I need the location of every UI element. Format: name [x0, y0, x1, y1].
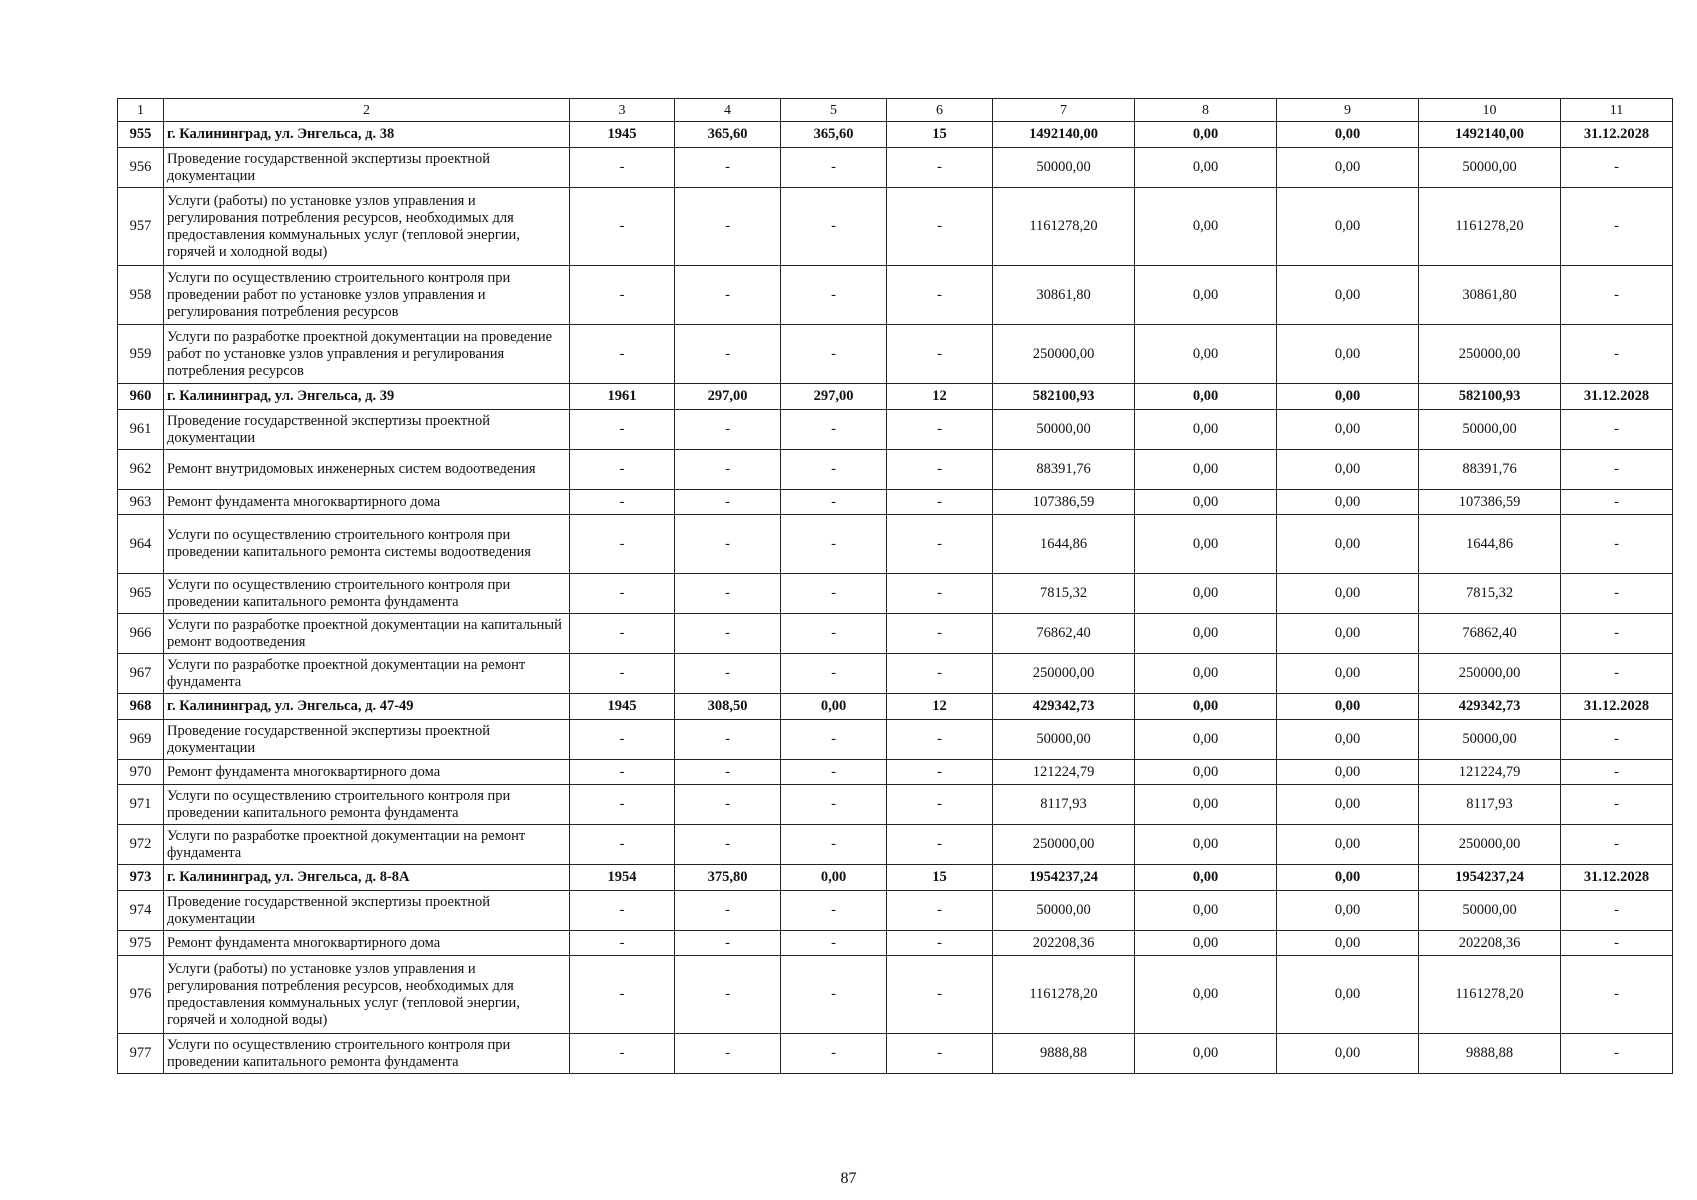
work-description: Услуги по осуществлению строительного контроля при проведении капитального ремонта фундамента [164, 574, 570, 614]
year-built: - [570, 266, 675, 325]
year-built: - [570, 325, 675, 384]
total-area: - [675, 785, 781, 825]
year-built: 1945 [570, 694, 675, 720]
owners-cost: 1161278,20 [1419, 956, 1561, 1034]
row-number: 966 [118, 614, 164, 654]
living-area: - [781, 891, 887, 931]
region-cost: 0,00 [1277, 760, 1419, 785]
total-cost: 1954237,24 [993, 865, 1135, 891]
work-description: Проведение государственной экспертизы проектной документации [164, 410, 570, 450]
fund-cost: 0,00 [1135, 931, 1277, 956]
work-description: Ремонт фундамента многоквартирного дома [164, 931, 570, 956]
living-area: - [781, 760, 887, 785]
total-area: - [675, 760, 781, 785]
total-area: - [675, 450, 781, 490]
owners-cost: 202208,36 [1419, 931, 1561, 956]
total-area: - [675, 654, 781, 694]
total-area: - [675, 1034, 781, 1074]
total-cost: 250000,00 [993, 825, 1135, 865]
deadline: 31.12.2028 [1561, 122, 1673, 148]
region-cost: 0,00 [1277, 515, 1419, 574]
row-number: 968 [118, 694, 164, 720]
work-description: Услуги по осуществлению строительного контроля при проведении капитального ремонта фундамента [164, 785, 570, 825]
year-built: 1945 [570, 122, 675, 148]
deadline: - [1561, 720, 1673, 760]
work-description: Проведение государственной экспертизы проектной документации [164, 720, 570, 760]
region-cost: 0,00 [1277, 956, 1419, 1034]
apartments-count: - [887, 325, 993, 384]
total-area: - [675, 266, 781, 325]
region-cost: 0,00 [1277, 325, 1419, 384]
work-description: Услуги (работы) по установке узлов управления и регулирования потребления ресурсов, необходимых для предоставления коммунальных услуг (тепловой энергии, горячей и холодной воды) [164, 956, 570, 1034]
deadline: - [1561, 266, 1673, 325]
total-area: - [675, 490, 781, 515]
total-cost: 50000,00 [993, 720, 1135, 760]
region-cost: 0,00 [1277, 122, 1419, 148]
owners-cost: 1644,86 [1419, 515, 1561, 574]
address-row [118, 384, 1673, 410]
apartments-count: - [887, 785, 993, 825]
work-row [118, 720, 1673, 760]
total-cost: 121224,79 [993, 760, 1135, 785]
owners-cost: 429342,73 [1419, 694, 1561, 720]
apartments-count: - [887, 188, 993, 266]
year-built: - [570, 891, 675, 931]
region-cost: 0,00 [1277, 410, 1419, 450]
deadline: - [1561, 614, 1673, 654]
fund-cost: 0,00 [1135, 450, 1277, 490]
deadline: - [1561, 825, 1673, 865]
fund-cost: 0,00 [1135, 891, 1277, 931]
apartments-count: - [887, 720, 993, 760]
owners-cost: 1161278,20 [1419, 188, 1561, 266]
owners-cost: 250000,00 [1419, 825, 1561, 865]
total-area: 375,80 [675, 865, 781, 891]
year-built: - [570, 574, 675, 614]
work-description: Ремонт внутридомовых инженерных систем водоотведения [164, 450, 570, 490]
total-cost: 76862,40 [993, 614, 1135, 654]
work-row [118, 654, 1673, 694]
total-area: 297,00 [675, 384, 781, 410]
fund-cost: 0,00 [1135, 410, 1277, 450]
living-area: 0,00 [781, 865, 887, 891]
work-description: Проведение государственной экспертизы проектной документации [164, 891, 570, 931]
year-built: - [570, 515, 675, 574]
work-description: Услуги (работы) по установке узлов управления и регулирования потребления ресурсов, необходимых для предоставления коммунальных услуг (тепловой энергии, горячей и холодной воды) [164, 188, 570, 266]
row-number: 963 [118, 490, 164, 515]
living-area: - [781, 956, 887, 1034]
fund-cost: 0,00 [1135, 614, 1277, 654]
deadline: - [1561, 490, 1673, 515]
owners-cost: 50000,00 [1419, 720, 1561, 760]
total-area: - [675, 325, 781, 384]
apartments-count: 12 [887, 694, 993, 720]
row-number: 971 [118, 785, 164, 825]
living-area: 297,00 [781, 384, 887, 410]
row-number: 961 [118, 410, 164, 450]
work-description: Услуги по разработке проектной документации на проведение работ по установке узлов управления и регулирования потребления ресурсов [164, 325, 570, 384]
region-cost: 0,00 [1277, 614, 1419, 654]
work-row [118, 188, 1673, 266]
deadline: - [1561, 956, 1673, 1034]
fund-cost: 0,00 [1135, 760, 1277, 785]
work-description: Услуги по осуществлению строительного контроля при проведении работ по установке узлов управления и регулирования потребления ресурсов [164, 266, 570, 325]
total-cost: 7815,32 [993, 574, 1135, 614]
total-area: - [675, 956, 781, 1034]
year-built: - [570, 720, 675, 760]
living-area: 0,00 [781, 694, 887, 720]
region-cost: 0,00 [1277, 825, 1419, 865]
year-built: - [570, 956, 675, 1034]
row-number: 955 [118, 122, 164, 148]
work-description: Проведение государственной экспертизы проектной документации [164, 148, 570, 188]
apartments-count: - [887, 931, 993, 956]
region-cost: 0,00 [1277, 266, 1419, 325]
total-cost: 1161278,20 [993, 956, 1135, 1034]
row-number: 962 [118, 450, 164, 490]
deadline: - [1561, 1034, 1673, 1074]
total-cost: 50000,00 [993, 148, 1135, 188]
living-area: - [781, 515, 887, 574]
total-cost: 107386,59 [993, 490, 1135, 515]
budget-table [117, 98, 1673, 1074]
living-area: - [781, 654, 887, 694]
column-number-row [118, 99, 1673, 122]
region-cost: 0,00 [1277, 720, 1419, 760]
total-area: - [675, 614, 781, 654]
owners-cost: 30861,80 [1419, 266, 1561, 325]
work-description: Услуги по осуществлению строительного контроля при проведении капитального ремонта фундамента [164, 1034, 570, 1074]
owners-cost: 9888,88 [1419, 1034, 1561, 1074]
living-area: - [781, 825, 887, 865]
total-area: - [675, 931, 781, 956]
total-cost: 50000,00 [993, 410, 1135, 450]
total-cost: 9888,88 [993, 1034, 1135, 1074]
year-built: - [570, 450, 675, 490]
owners-cost: 250000,00 [1419, 325, 1561, 384]
page-number: 87 [840, 1170, 857, 1187]
living-area: - [781, 574, 887, 614]
apartments-count: - [887, 410, 993, 450]
apartments-count: 15 [887, 122, 993, 148]
apartments-count: - [887, 450, 993, 490]
region-cost: 0,00 [1277, 654, 1419, 694]
total-cost: 250000,00 [993, 654, 1135, 694]
year-built: - [570, 785, 675, 825]
row-number: 970 [118, 760, 164, 785]
column-number: 8 [1135, 99, 1277, 122]
deadline: - [1561, 515, 1673, 574]
deadline: - [1561, 450, 1673, 490]
fund-cost: 0,00 [1135, 122, 1277, 148]
column-number: 5 [781, 99, 887, 122]
column-number: 11 [1561, 99, 1673, 122]
fund-cost: 0,00 [1135, 865, 1277, 891]
column-number: 7 [993, 99, 1135, 122]
year-built: - [570, 760, 675, 785]
work-description: Услуги по разработке проектной документации на ремонт фундамента [164, 654, 570, 694]
living-area: - [781, 785, 887, 825]
apartments-count: 15 [887, 865, 993, 891]
row-number: 965 [118, 574, 164, 614]
work-row [118, 1034, 1673, 1074]
total-area: - [675, 720, 781, 760]
deadline: - [1561, 148, 1673, 188]
owners-cost: 1492140,00 [1419, 122, 1561, 148]
address-row [118, 865, 1673, 891]
deadline: 31.12.2028 [1561, 865, 1673, 891]
living-area: - [781, 931, 887, 956]
total-cost: 8117,93 [993, 785, 1135, 825]
fund-cost: 0,00 [1135, 785, 1277, 825]
living-area: - [781, 450, 887, 490]
living-area: - [781, 148, 887, 188]
owners-cost: 7815,32 [1419, 574, 1561, 614]
fund-cost: 0,00 [1135, 325, 1277, 384]
living-area: 365,60 [781, 122, 887, 148]
work-row [118, 891, 1673, 931]
total-area: - [675, 515, 781, 574]
deadline: 31.12.2028 [1561, 384, 1673, 410]
column-number: 2 [164, 99, 570, 122]
total-area: 365,60 [675, 122, 781, 148]
total-area: - [675, 574, 781, 614]
owners-cost: 582100,93 [1419, 384, 1561, 410]
row-number: 977 [118, 1034, 164, 1074]
living-area: - [781, 614, 887, 654]
owners-cost: 76862,40 [1419, 614, 1561, 654]
fund-cost: 0,00 [1135, 266, 1277, 325]
total-area: - [675, 148, 781, 188]
column-number: 4 [675, 99, 781, 122]
row-number: 960 [118, 384, 164, 410]
total-cost: 1161278,20 [993, 188, 1135, 266]
total-area: - [675, 410, 781, 450]
total-area: - [675, 188, 781, 266]
total-cost: 50000,00 [993, 891, 1135, 931]
region-cost: 0,00 [1277, 865, 1419, 891]
region-cost: 0,00 [1277, 148, 1419, 188]
region-cost: 0,00 [1277, 574, 1419, 614]
work-row [118, 785, 1673, 825]
fund-cost: 0,00 [1135, 574, 1277, 614]
total-area: - [675, 891, 781, 931]
owners-cost: 88391,76 [1419, 450, 1561, 490]
owners-cost: 107386,59 [1419, 490, 1561, 515]
year-built: - [570, 1034, 675, 1074]
region-cost: 0,00 [1277, 490, 1419, 515]
year-built: - [570, 188, 675, 266]
deadline: - [1561, 654, 1673, 694]
work-description: г. Калининград, ул. Энгельса, д. 47-49 [164, 694, 570, 720]
deadline: - [1561, 760, 1673, 785]
owners-cost: 50000,00 [1419, 891, 1561, 931]
work-description: г. Калининград, ул. Энгельса, д. 39 [164, 384, 570, 410]
region-cost: 0,00 [1277, 450, 1419, 490]
row-number: 967 [118, 654, 164, 694]
deadline: - [1561, 325, 1673, 384]
work-row [118, 956, 1673, 1034]
region-cost: 0,00 [1277, 785, 1419, 825]
living-area: - [781, 325, 887, 384]
total-cost: 202208,36 [993, 931, 1135, 956]
living-area: - [781, 490, 887, 515]
work-row [118, 490, 1673, 515]
owners-cost: 50000,00 [1419, 410, 1561, 450]
apartments-count: - [887, 148, 993, 188]
fund-cost: 0,00 [1135, 825, 1277, 865]
work-row [118, 410, 1673, 450]
work-row [118, 574, 1673, 614]
apartments-count: - [887, 490, 993, 515]
deadline: - [1561, 410, 1673, 450]
apartments-count: - [887, 654, 993, 694]
row-number: 973 [118, 865, 164, 891]
work-row [118, 931, 1673, 956]
address-row [118, 694, 1673, 720]
fund-cost: 0,00 [1135, 490, 1277, 515]
year-built: 1961 [570, 384, 675, 410]
living-area: - [781, 1034, 887, 1074]
work-description: Услуги по разработке проектной документации на ремонт фундамента [164, 825, 570, 865]
total-cost: 250000,00 [993, 325, 1135, 384]
fund-cost: 0,00 [1135, 1034, 1277, 1074]
apartments-count: - [887, 1034, 993, 1074]
work-row [118, 515, 1673, 574]
column-number: 1 [118, 99, 164, 122]
year-built: 1954 [570, 865, 675, 891]
total-cost: 1644,86 [993, 515, 1135, 574]
fund-cost: 0,00 [1135, 515, 1277, 574]
apartments-count: - [887, 956, 993, 1034]
year-built: - [570, 654, 675, 694]
year-built: - [570, 410, 675, 450]
living-area: - [781, 266, 887, 325]
deadline: - [1561, 931, 1673, 956]
work-row [118, 614, 1673, 654]
row-number: 969 [118, 720, 164, 760]
row-number: 959 [118, 325, 164, 384]
region-cost: 0,00 [1277, 891, 1419, 931]
apartments-count: - [887, 574, 993, 614]
total-cost: 429342,73 [993, 694, 1135, 720]
row-number: 964 [118, 515, 164, 574]
total-cost: 88391,76 [993, 450, 1135, 490]
deadline: - [1561, 574, 1673, 614]
total-cost: 1492140,00 [993, 122, 1135, 148]
region-cost: 0,00 [1277, 694, 1419, 720]
deadline: - [1561, 891, 1673, 931]
work-row [118, 760, 1673, 785]
row-number: 976 [118, 956, 164, 1034]
living-area: - [781, 410, 887, 450]
fund-cost: 0,00 [1135, 694, 1277, 720]
owners-cost: 50000,00 [1419, 148, 1561, 188]
fund-cost: 0,00 [1135, 148, 1277, 188]
living-area: - [781, 720, 887, 760]
total-area: - [675, 825, 781, 865]
fund-cost: 0,00 [1135, 384, 1277, 410]
deadline: - [1561, 785, 1673, 825]
column-number: 10 [1419, 99, 1561, 122]
deadline: 31.12.2028 [1561, 694, 1673, 720]
address-row [118, 122, 1673, 148]
apartments-count: - [887, 891, 993, 931]
work-description: Ремонт фундамента многоквартирного дома [164, 490, 570, 515]
row-number: 972 [118, 825, 164, 865]
owners-cost: 8117,93 [1419, 785, 1561, 825]
work-description: г. Калининград, ул. Энгельса, д. 8-8А [164, 865, 570, 891]
row-number: 974 [118, 891, 164, 931]
row-number: 957 [118, 188, 164, 266]
year-built: - [570, 614, 675, 654]
work-row [118, 325, 1673, 384]
apartments-count: - [887, 614, 993, 654]
owners-cost: 1954237,24 [1419, 865, 1561, 891]
fund-cost: 0,00 [1135, 654, 1277, 694]
column-number: 3 [570, 99, 675, 122]
owners-cost: 121224,79 [1419, 760, 1561, 785]
year-built: - [570, 825, 675, 865]
apartments-count: - [887, 825, 993, 865]
deadline: - [1561, 188, 1673, 266]
apartments-count: - [887, 266, 993, 325]
column-number: 6 [887, 99, 993, 122]
living-area: - [781, 188, 887, 266]
row-number: 975 [118, 931, 164, 956]
total-cost: 30861,80 [993, 266, 1135, 325]
year-built: - [570, 148, 675, 188]
fund-cost: 0,00 [1135, 956, 1277, 1034]
apartments-count: - [887, 760, 993, 785]
region-cost: 0,00 [1277, 188, 1419, 266]
work-description: Услуги по осуществлению строительного контроля при проведении капитального ремонта системы водоотведения [164, 515, 570, 574]
year-built: - [570, 490, 675, 515]
row-number: 958 [118, 266, 164, 325]
fund-cost: 0,00 [1135, 188, 1277, 266]
work-row [118, 266, 1673, 325]
fund-cost: 0,00 [1135, 720, 1277, 760]
region-cost: 0,00 [1277, 1034, 1419, 1074]
row-number: 956 [118, 148, 164, 188]
work-description: Услуги по разработке проектной документации на капитальный ремонт водоотведения [164, 614, 570, 654]
year-built: - [570, 931, 675, 956]
total-cost: 582100,93 [993, 384, 1135, 410]
owners-cost: 250000,00 [1419, 654, 1561, 694]
region-cost: 0,00 [1277, 384, 1419, 410]
work-description: Ремонт фундамента многоквартирного дома [164, 760, 570, 785]
apartments-count: 12 [887, 384, 993, 410]
apartments-count: - [887, 515, 993, 574]
work-row [118, 450, 1673, 490]
region-cost: 0,00 [1277, 931, 1419, 956]
work-row [118, 148, 1673, 188]
total-area: 308,50 [675, 694, 781, 720]
work-row [118, 825, 1673, 865]
work-description: г. Калининград, ул. Энгельса, д. 38 [164, 122, 570, 148]
column-number: 9 [1277, 99, 1419, 122]
